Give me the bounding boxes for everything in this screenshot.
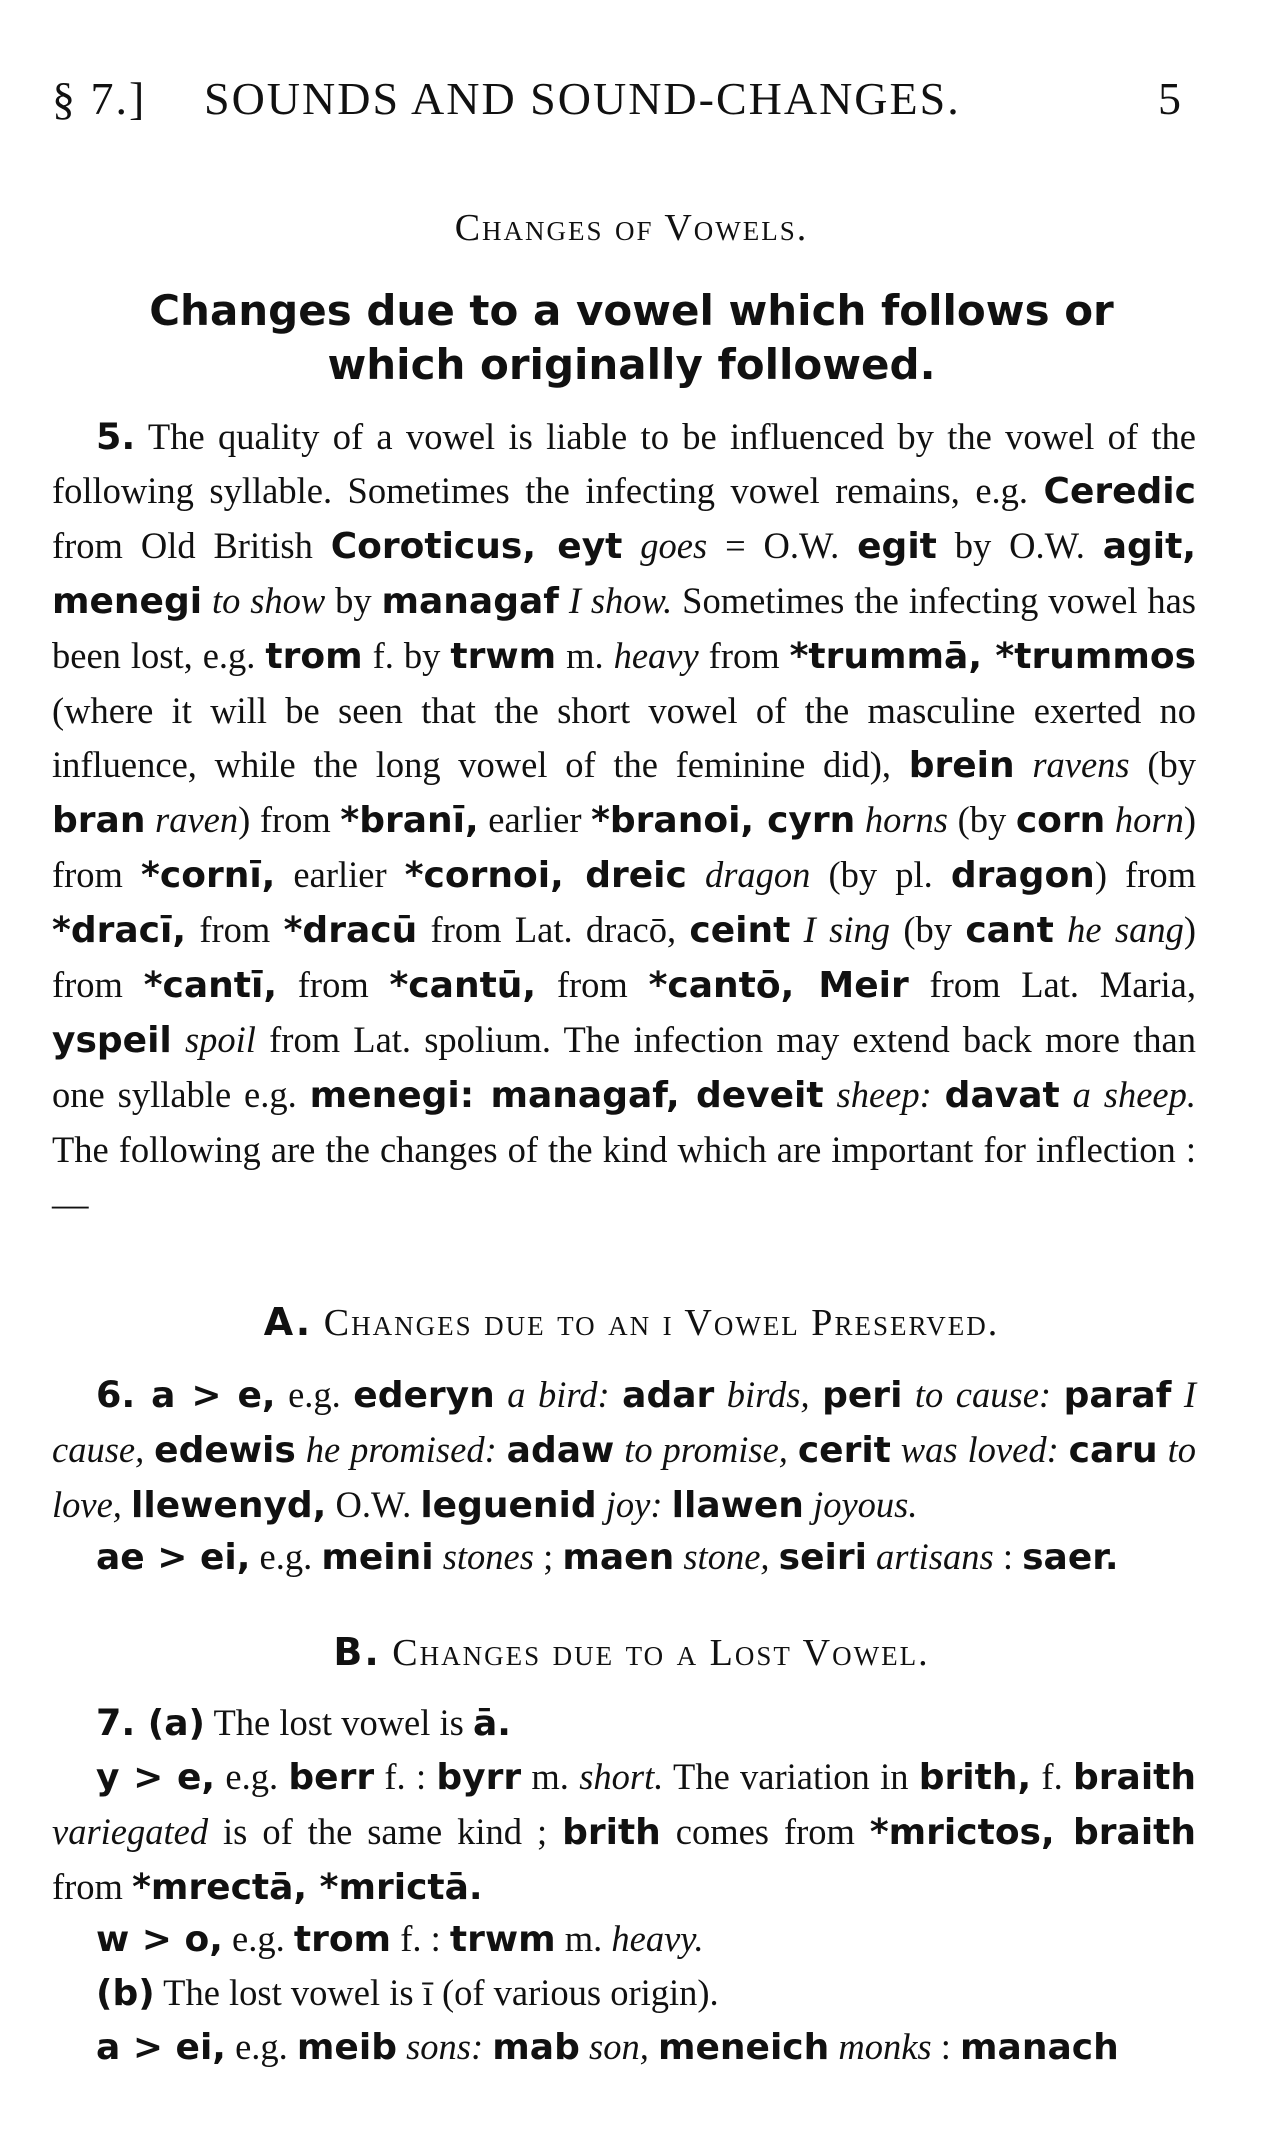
paragraph-7-y	[52, 1750, 1196, 1915]
text: earlier	[478, 799, 592, 840]
welsh-term: dragon	[950, 855, 1095, 896]
gloss: variegated	[52, 1811, 209, 1852]
text	[1059, 1429, 1069, 1470]
paragraph-7	[52, 1696, 1196, 1751]
welsh-term: *mrictos, braith	[869, 1812, 1197, 1853]
text: from Lat. dracō,	[417, 909, 690, 950]
text: (by	[890, 909, 966, 950]
text: (where it will be seen that the short vowel of the masculine exerted no influence, while the long vowel of the feminine did),	[52, 690, 1196, 785]
welsh-term: peri	[822, 1375, 903, 1416]
gloss: a bird:	[494, 1374, 610, 1415]
welsh-term: *dracū	[283, 910, 418, 951]
welsh-term: saer.	[1022, 1537, 1119, 1578]
welsh-term: bran	[52, 800, 146, 841]
text: m.	[555, 1918, 612, 1959]
welsh-term: ā.	[473, 1703, 511, 1744]
paragraph-7-b	[52, 1966, 1196, 2021]
gloss: joy:	[596, 1484, 663, 1525]
text: from	[698, 635, 790, 676]
changes-heading: Changes of Vowels.	[454, 207, 809, 249]
text: from Lat. Maria,	[908, 964, 1197, 1005]
gloss: was loved:	[890, 1429, 1059, 1470]
text: e.g.	[215, 1756, 289, 1797]
text: ;	[533, 1536, 563, 1577]
text: comes from	[660, 1811, 870, 1852]
text	[649, 2026, 658, 2067]
welsh-term: corn	[1015, 800, 1106, 841]
gloss: artisans	[866, 1536, 994, 1577]
text: e.g.	[225, 2026, 297, 2067]
paragraph-7-a	[52, 2020, 1196, 2075]
welsh-term: menegi: managaf, deveit	[309, 1075, 824, 1116]
welsh-term: *branī,	[340, 800, 479, 841]
text: (by pl.	[810, 854, 951, 895]
welsh-term: byrr	[436, 1757, 522, 1798]
welsh-term: *cantū,	[389, 965, 537, 1006]
welsh-term: seiri	[778, 1537, 867, 1578]
gloss: to show	[202, 580, 326, 621]
welsh-term: agit, menegi	[52, 526, 1197, 622]
welsh-term: mab	[492, 2027, 580, 2068]
text: from	[536, 964, 649, 1005]
gloss: a sheep.	[1059, 1074, 1197, 1115]
paragraph-number: 6.	[96, 1373, 136, 1416]
text	[932, 1074, 945, 1115]
text: ) from	[52, 909, 1197, 1005]
gloss: stones	[433, 1536, 534, 1577]
section-letter: A.	[263, 1300, 313, 1344]
welsh-term: managaf	[381, 581, 559, 622]
text: from Old British	[52, 525, 331, 566]
welsh-term: davat	[944, 1075, 1060, 1116]
text: from	[186, 909, 284, 950]
gloss: I show.	[558, 580, 673, 621]
welsh-term: *mrectā, *mrictā.	[132, 1867, 483, 1908]
text: e.g.	[275, 1374, 354, 1415]
running-title: SOUNDS AND SOUND-CHANGES.	[204, 73, 961, 124]
paragraph-number: 7.	[96, 1701, 136, 1744]
welsh-term: cant	[965, 910, 1054, 951]
welsh-term: egit	[857, 526, 937, 567]
text: O.W.	[326, 1484, 421, 1525]
text: :	[931, 2026, 961, 2067]
welsh-term: manach	[960, 2027, 1119, 2068]
welsh-term: brith,	[918, 1757, 1032, 1798]
welsh-term: maen	[562, 1537, 675, 1578]
text	[483, 2026, 492, 2067]
text: is of the same kind ;	[208, 1811, 563, 1852]
subsection-marker: (b)	[96, 1973, 155, 2014]
text	[788, 1429, 798, 1470]
gloss: stone,	[674, 1536, 770, 1577]
welsh-term: *cornī,	[141, 855, 276, 896]
welsh-term: berr	[288, 1757, 375, 1798]
welsh-term: *cornoi, dreic	[404, 855, 687, 896]
welsh-term: adar	[622, 1375, 715, 1416]
paragraph-number: 5.	[96, 415, 136, 458]
welsh-term: leguenid	[420, 1485, 597, 1526]
welsh-term: trwm	[450, 636, 557, 677]
gloss: I cause,	[52, 1374, 1197, 1470]
text: f.	[1031, 1756, 1073, 1797]
text: earlier	[275, 854, 405, 895]
paragraph-6	[52, 1368, 1196, 1533]
welsh-term: yspeil	[52, 1020, 172, 1061]
text: ) from	[1094, 854, 1197, 895]
text: f. :	[374, 1756, 437, 1797]
gloss: sons:	[396, 2026, 484, 2067]
text: (by	[1129, 744, 1196, 785]
welsh-term: meneich	[657, 2027, 830, 2068]
page-number: 5	[1158, 73, 1183, 124]
text	[810, 1374, 823, 1415]
subheading: Changes due to a vowel which follows or which originally followed.	[149, 286, 1114, 389]
text: f. :	[391, 1918, 450, 1959]
section-b-heading	[0, 1630, 1263, 1675]
text: e.g.	[250, 1536, 322, 1577]
text: The quality of a vowel is liable to be influenced by the vowel of the following syllable. Sometimes the infecting vowel remains, e.g.	[52, 416, 1196, 511]
welsh-term: trom	[265, 636, 363, 677]
text: The lost vowel is ī (of various origin).	[154, 1972, 719, 2013]
text: e.g.	[222, 1918, 294, 1959]
text: from Lat. spolium. The infection may extend back more than one syllable e.g.	[52, 1019, 1196, 1115]
gloss: goes	[622, 525, 708, 566]
gloss: monks	[829, 2026, 932, 2067]
welsh-term: edewis	[154, 1430, 296, 1471]
sound-change: a > e,	[135, 1375, 276, 1416]
gloss: to cause:	[902, 1374, 1052, 1415]
gloss: to love,	[52, 1429, 1196, 1525]
text: Sometimes the infecting vowel has been lost, e.g.	[52, 580, 1196, 676]
text	[610, 1374, 623, 1415]
welsh-term: meini	[321, 1537, 434, 1578]
sound-change: ae > ei,	[96, 1537, 251, 1578]
text: The following are the changes of the kind which are important for inflection :—	[52, 1129, 1196, 1224]
welsh-term: adaw	[506, 1430, 615, 1471]
welsh-term: brein	[908, 745, 1015, 786]
welsh-term: *cantī,	[143, 965, 278, 1006]
text: The lost vowel is	[205, 1702, 473, 1743]
gloss: joyous.	[803, 1484, 918, 1525]
welsh-term: meib	[296, 2027, 397, 2068]
welsh-term: cerit	[797, 1430, 891, 1471]
welsh-term: llewenyd,	[131, 1485, 327, 1526]
text	[1051, 1374, 1064, 1415]
section-a-heading	[0, 1300, 1263, 1345]
text: :	[993, 1536, 1023, 1577]
paragraph-6-ae	[52, 1530, 1196, 1585]
text: ) from	[52, 799, 1196, 895]
welsh-term: *cantō, Meir	[648, 965, 909, 1006]
section-reference: § 7.]	[52, 73, 147, 124]
welsh-term: brith	[562, 1812, 661, 1853]
gloss: spoil	[171, 1019, 256, 1060]
welsh-term: trwm	[449, 1919, 556, 1960]
text	[663, 1484, 672, 1525]
text: f. by	[362, 635, 451, 676]
sound-change: a > ei,	[96, 2027, 226, 2068]
welsh-term: Coroticus, eyt	[330, 526, 623, 567]
text: (by	[948, 799, 1016, 840]
gloss: raven	[145, 799, 239, 840]
running-head	[52, 64, 1183, 134]
gloss: horns	[855, 799, 949, 840]
welsh-term: braith	[1073, 1757, 1196, 1798]
gloss: son,	[579, 2026, 649, 2067]
welsh-term: *dracī,	[52, 910, 186, 951]
paragraph-5	[52, 410, 1196, 1231]
text: from	[52, 1866, 133, 1907]
text: ) from	[238, 799, 341, 840]
text: from	[277, 964, 390, 1005]
text: m.	[521, 1756, 580, 1797]
welsh-term: ederyn	[353, 1375, 495, 1416]
text	[144, 1429, 154, 1470]
welsh-term: paraf	[1063, 1375, 1172, 1416]
gloss: heavy	[613, 635, 699, 676]
text: by	[325, 580, 382, 621]
gloss: horn	[1105, 799, 1184, 840]
welsh-term: ceint	[689, 910, 791, 951]
welsh-term: Ceredic	[1043, 471, 1196, 512]
gloss: I sing	[790, 909, 891, 950]
text: by O.W.	[936, 525, 1103, 566]
section-title: Changes due to an i Vowel Preserved.	[312, 1302, 1000, 1344]
welsh-term: *branoi, cyrn	[591, 800, 856, 841]
sound-change: w > o,	[96, 1919, 223, 1960]
subsection-marker: (a)	[135, 1703, 205, 1744]
welsh-term: *trummā, *trummos	[789, 636, 1197, 677]
paragraph-7-w	[52, 1912, 1196, 1967]
gloss: sheep:	[823, 1074, 932, 1115]
gloss: he promised:	[295, 1429, 497, 1470]
text: m.	[556, 635, 614, 676]
welsh-term: caru	[1068, 1430, 1158, 1471]
gloss: birds,	[714, 1374, 810, 1415]
welsh-term: llawen	[671, 1485, 804, 1526]
section-title: Changes due to a Lost Vowel.	[380, 1632, 930, 1674]
gloss: heavy.	[611, 1918, 704, 1959]
gloss: short.	[579, 1756, 664, 1797]
gloss: he sang	[1053, 909, 1184, 950]
gloss: to promise,	[614, 1429, 788, 1470]
welsh-term: trom	[293, 1919, 392, 1960]
text	[122, 1484, 131, 1525]
gloss: ravens	[1014, 744, 1130, 785]
gloss: dragon	[686, 854, 811, 895]
text: = O.W.	[707, 525, 858, 566]
text	[497, 1429, 507, 1470]
text: The variation in	[663, 1756, 919, 1797]
text	[770, 1536, 779, 1577]
sound-change: y > e,	[96, 1757, 216, 1798]
section-letter: B.	[333, 1630, 381, 1674]
